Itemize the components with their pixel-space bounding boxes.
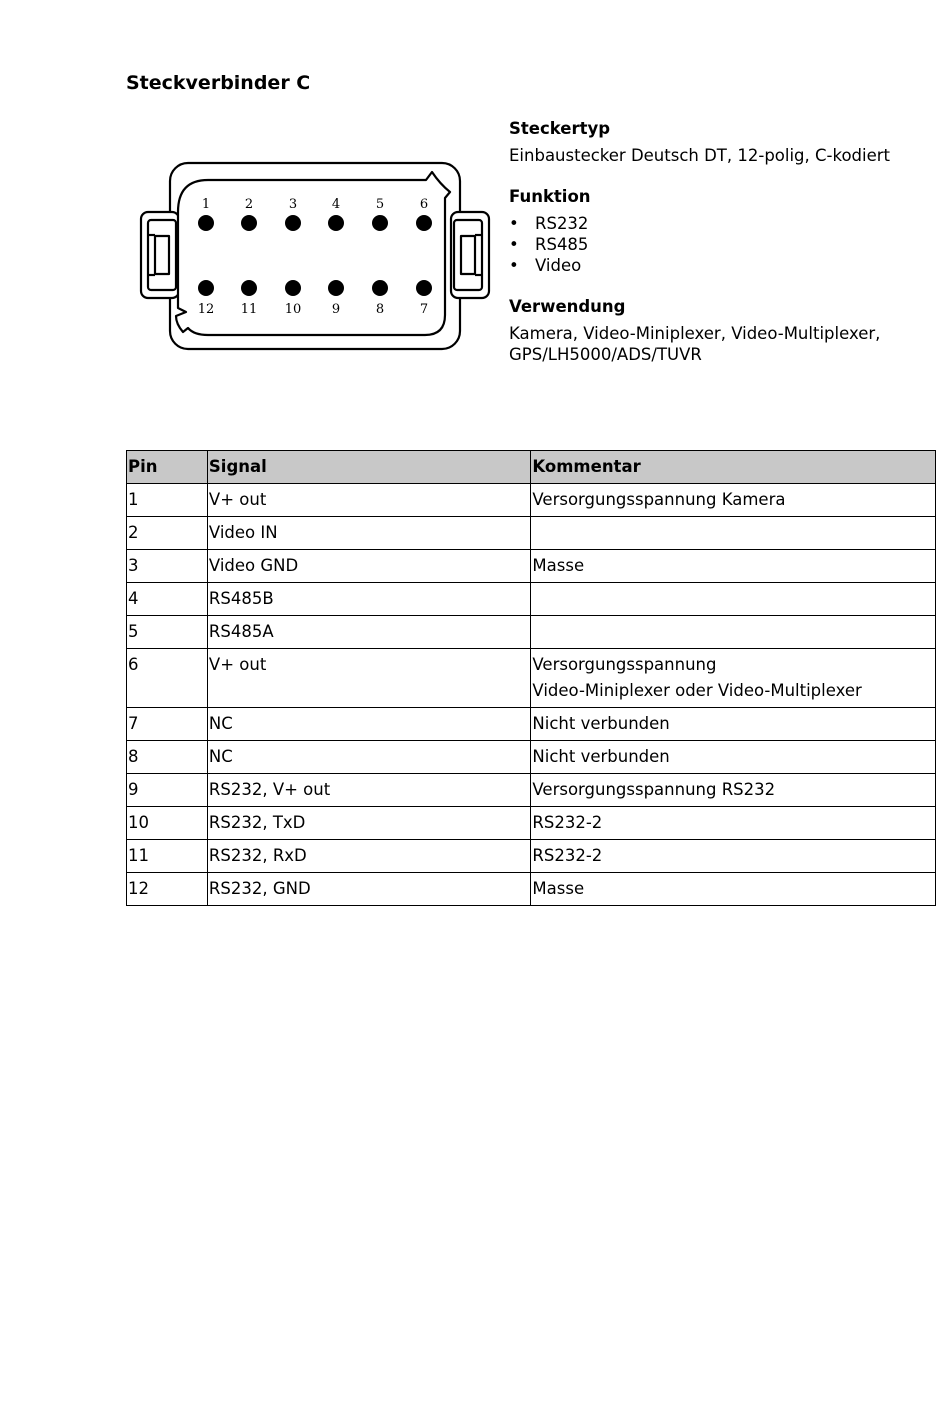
table-row: [127, 616, 936, 649]
pin-label: 7: [419, 302, 429, 317]
pin-cell: 8: [127, 741, 208, 774]
table-row: [127, 873, 936, 906]
pin-label: 5: [375, 197, 385, 212]
pin-label: 12: [197, 302, 215, 317]
signal-cell: NC: [207, 708, 531, 741]
verwendung-heading: Verwendung: [509, 297, 626, 316]
pin-label: 10: [284, 302, 302, 317]
pin-contact: [198, 280, 214, 296]
table-row: [127, 550, 936, 583]
table-row: [127, 807, 936, 840]
column-header-signal: Signal: [207, 451, 531, 484]
comment-cell: [531, 517, 936, 550]
pin-label: 4: [331, 197, 341, 212]
pin-label: 1: [201, 197, 211, 212]
signal-cell: V+ out: [207, 484, 531, 517]
connector-face: [176, 172, 450, 335]
comment-cell: [531, 873, 936, 906]
table-row: [127, 517, 936, 550]
table-row: [127, 840, 936, 873]
comment-line: Versorgungsspannung RS232: [532, 780, 776, 799]
pin-contact: [198, 215, 214, 231]
pin-cell: 12: [127, 873, 208, 906]
comment-cell: [531, 583, 936, 616]
comment-line: RS232-2: [532, 846, 603, 865]
pin-cell: 5: [127, 616, 208, 649]
pin-label: 8: [375, 302, 385, 317]
comment-cell: [531, 741, 936, 774]
pin-cell: 6: [127, 649, 208, 708]
signal-cell: Video GND: [207, 550, 531, 583]
pin-contact: [285, 280, 301, 296]
verwendung-line: Kamera, Video-Miniplexer, Video-Multiplexer,: [509, 324, 881, 343]
table-row: [127, 484, 936, 517]
table-row: [127, 741, 936, 774]
table-header-row: [127, 451, 936, 484]
table-row: [127, 649, 936, 708]
signal-cell: V+ out: [207, 649, 531, 708]
section-funktion: [509, 186, 929, 276]
section-verwendung: [509, 296, 929, 365]
comment-cell: [531, 708, 936, 741]
comment-line: Masse: [532, 556, 585, 575]
bullet-icon: •: [509, 235, 519, 254]
pin-contact: [241, 215, 257, 231]
pin-cell: 9: [127, 774, 208, 807]
signal-cell: RS232, TxD: [207, 807, 531, 840]
pin-contact: [372, 280, 388, 296]
comment-line: Nicht verbunden: [532, 714, 670, 733]
column-header-kommentar: Kommentar: [531, 451, 936, 484]
pin-label: 9: [331, 302, 341, 317]
signal-cell: Video IN: [207, 517, 531, 550]
comment-line: Video-Miniplexer oder Video-Multiplexer: [532, 681, 862, 700]
pin-contact: [416, 215, 432, 231]
pin-label: 6: [419, 197, 429, 212]
pin-label: 2: [244, 197, 254, 212]
pin-table-body: [127, 484, 936, 906]
comment-cell: [531, 840, 936, 873]
pin-contact: [328, 280, 344, 296]
list-item: [509, 255, 929, 276]
comment-cell: [531, 774, 936, 807]
pin-cell: 4: [127, 583, 208, 616]
signal-cell: RS232, GND: [207, 873, 531, 906]
signal-cell: RS232, V+ out: [207, 774, 531, 807]
right-latch: [451, 212, 489, 298]
table-row: [127, 708, 936, 741]
funktion-list: [509, 213, 929, 276]
comment-line: Masse: [532, 879, 585, 898]
pin-contact: [285, 215, 301, 231]
comment-cell: [531, 484, 936, 517]
pin-cell: 10: [127, 807, 208, 840]
signal-cell: RS232, RxD: [207, 840, 531, 873]
list-item: [509, 213, 929, 234]
pin-contact: [372, 215, 388, 231]
column-header-pin: Pin: [127, 451, 208, 484]
pin-contact: [328, 215, 344, 231]
table-row: [127, 583, 936, 616]
funktion-item: Video: [535, 256, 582, 275]
bullet-icon: •: [509, 256, 519, 275]
page-title: Steckverbinder C: [126, 72, 311, 94]
pin-contact: [241, 280, 257, 296]
pin-cell: 3: [127, 550, 208, 583]
steckertyp-heading: Steckertyp: [509, 119, 611, 138]
pin-cell: 11: [127, 840, 208, 873]
pin-cell: 1: [127, 484, 208, 517]
funktion-item: RS485: [535, 235, 589, 254]
comment-cell: [531, 649, 936, 708]
comment-line: Nicht verbunden: [532, 747, 670, 766]
pin-contact: [416, 280, 432, 296]
section-steckertyp: [509, 118, 929, 166]
comment-line: Versorgungsspannung: [532, 655, 717, 674]
pin-table: [126, 450, 936, 906]
pin-cell: 2: [127, 517, 208, 550]
steckertyp-text: Einbaustecker Deutsch DT, 12-polig, C-kodiert: [509, 146, 891, 165]
comment-cell: [531, 807, 936, 840]
pin-label: 3: [288, 197, 298, 212]
bullet-icon: •: [509, 214, 519, 233]
comment-line: Versorgungsspannung Kamera: [532, 490, 786, 509]
funktion-heading: Funktion: [509, 187, 591, 206]
connector-info: [509, 118, 929, 385]
table-row: [127, 774, 936, 807]
connector-diagram: [138, 160, 494, 355]
funktion-item: RS232: [535, 214, 589, 233]
comment-cell: [531, 616, 936, 649]
comment-cell: [531, 550, 936, 583]
signal-cell: RS485B: [207, 583, 531, 616]
pin-cell: 7: [127, 708, 208, 741]
verwendung-line: GPS/LH5000/ADS/TUVR: [509, 345, 702, 364]
signal-cell: NC: [207, 741, 531, 774]
list-item: [509, 234, 929, 255]
comment-line: RS232-2: [532, 813, 603, 832]
signal-cell: RS485A: [207, 616, 531, 649]
left-latch: [141, 212, 179, 298]
pin-label: 11: [240, 302, 258, 317]
